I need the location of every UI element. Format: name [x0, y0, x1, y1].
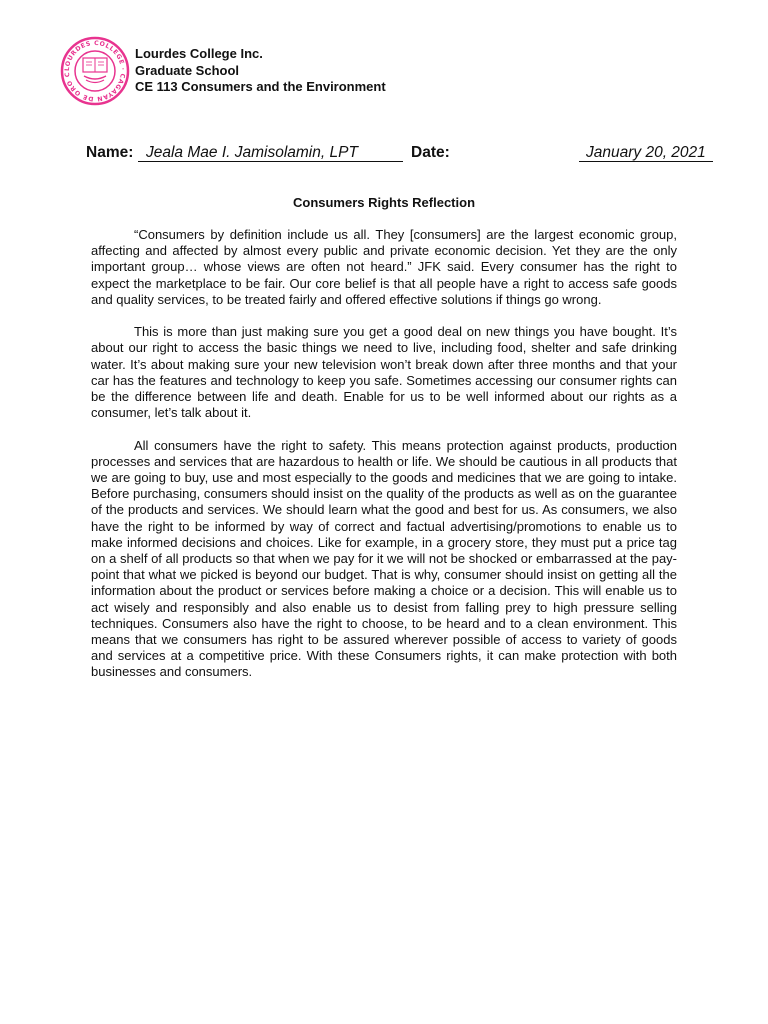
name-value: Jeala Mae I. Jamisolamin, LPT	[138, 144, 403, 162]
school-seal-icon	[60, 36, 130, 106]
date-value: January 20, 2021	[579, 144, 713, 162]
info-row	[86, 144, 716, 168]
document-header	[135, 46, 386, 96]
name-label: Name:	[86, 144, 134, 161]
svg-text:LOURDES COLLEGE · CAGAYAN DE O: LOURDES COLLEGE · CAGAYAN DE ORO C	[63, 39, 127, 103]
school-name: Graduate School	[135, 62, 240, 78]
institution-name: Lourdes College Inc.	[135, 46, 263, 61]
document-title: Consumers Rights Reflection	[292, 195, 476, 210]
document-body	[91, 227, 677, 697]
date-label: Date:	[411, 144, 450, 161]
paragraph: This is more than just making sure you get a good deal on new things you have bought. It’s about our right to access the basic things we need to live, including food, shelter and safe drinking water. It’s about making sure your new television won’t break down after three months and that your car has the features and technology to keep you safe. Sometimes accessing our consumer rights can be the difference between life and death. Enable for us to be well informed about our rights as a consumer, let’s talk about it.	[91, 324, 677, 421]
course-name: CE 113 Consumers and the Environment	[135, 79, 386, 94]
paragraph: All consumers have the right to safety. This means protection against products, production processes and services that are hazardous to health or life. We should be cautious in all products that we are going to buy, use and most especially to the goods and medicines that we are going to intake. Before purchasing, consumers should insist on the quality of the products as well as on the guarantee of the products and services. We should learn what the good and best for us. As consumers, we also have the right to be informed by way of correct and factual advertising/promotions to enable us to make informed decisions and choices. Like for example, in a grocery store, they must put a price tag on a shelf of all products so that when we pay for it we will not be shocked or embarrassed at the pay-point that what we picked is beyond our budget. That is why, consumer should insist on getting all the information about the product or services before making a choice or a decision. This will enable us to act wisely and responsibly and also enable us to desist from falling prey to high pressure selling techniques. Consumers also have the right to choose, to be heard and to a clean environment. This means that we consumers has right to be assured wherever possible of access to variety of goods and services at a competitive price. With these Consumers rights, it can make protection with both businesses and consumers.	[91, 437, 677, 680]
paragraph: “Consumers by definition include us all. They [consumers] are the largest economic group, affecting and affected by almost every public and private economic decision. Yet they are the only important group… whose views are often not heard.” JFK said. Every consumer has the right to expect the marketplace to be fair. Our core belief is that all people have a right to access safe goods and quality services, to be treated fairly and offered effective solutions if things go wrong.	[91, 227, 677, 307]
